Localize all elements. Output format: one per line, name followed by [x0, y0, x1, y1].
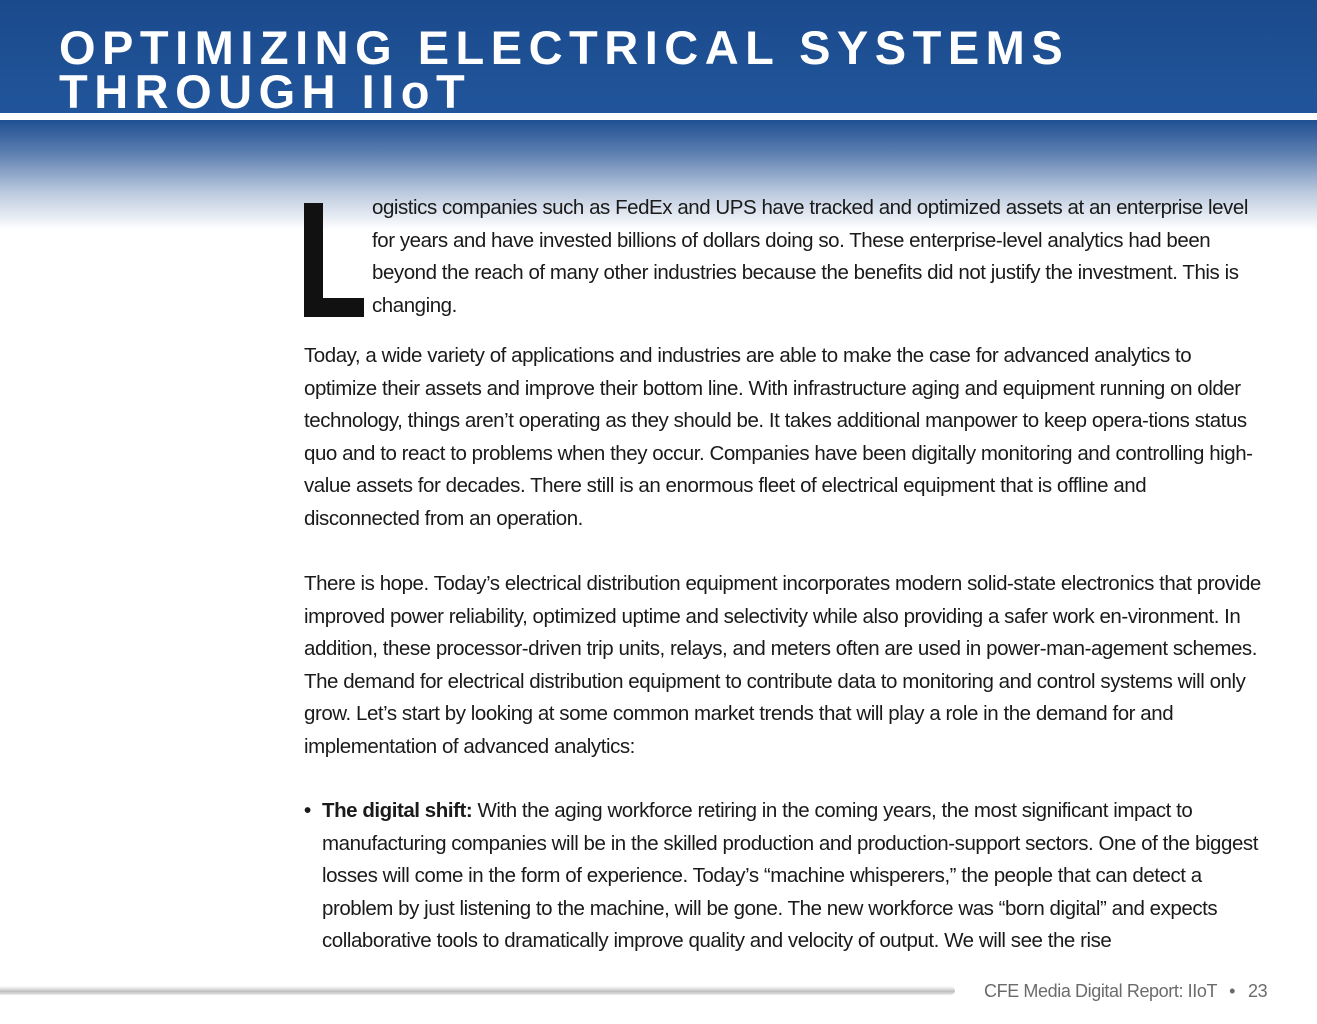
article-body: [304, 192, 1264, 958]
bullet-heading: The digital shift:: [322, 799, 473, 822]
footer-rule: [0, 986, 955, 995]
body-paragraph-1: Today, a wide variety of applications and industries are able to make the case for advanced analytics to optimize their assets and improve their bottom line. With infrastructure aging and equipment running on older technology, things aren’t operating as they should be. It takes additional manpower to keep opera-tions status quo and to react to problems when they occur. Companies have been digitally monitoring and controlling high-value assets for decades. There still is an enormous fleet of electrical equipment that is offline and disconnected from an operation.: [304, 344, 1253, 530]
header-band: [0, 0, 1317, 113]
drop-cap-foot: [304, 298, 364, 317]
bullet-marker: •: [304, 799, 311, 822]
lead-paragraph: [304, 192, 1264, 322]
footer-publication: CFE Media Digital Report: IIoT: [984, 981, 1218, 1001]
bullet-text: With the aging workforce retiring in the coming years, the most significant impact to manufacturing companies will be in the skilled production and production-support sectors. One of the biggest losses will come in the form of experience. Today’s “machine whisperers,” the people that can detect a problem by just listening to the machine, will be gone. The new workforce was “born digital” and expects collaborative tools to dramatically improve quality and velocity of output. We will see the rise: [322, 799, 1258, 952]
page-title: [59, 21, 1070, 113]
page-title-line-2: THROUGH IIoT: [59, 65, 472, 113]
footer-separator: •: [1229, 981, 1235, 1001]
header-divider: [0, 113, 1317, 120]
page-title-line-1: OPTIMIZING ELECTRICAL SYSTEMS: [59, 21, 1070, 74]
drop-cap-letter: [304, 197, 364, 317]
body-paragraph-2: There is hope. Today’s electrical distribution equipment incorporates modern solid-state electronics that provide improved power reliability, optimized uptime and selectivity while also providing a safer work en-vironment. In addition, these processor-driven trip units, relays, and meters often are used in power-man-agement schemes. The demand for electrical distribution equipment to contribute data to monitoring and control systems will only grow. Let’s start by looking at some common market trends that will play a role in the demand for and implementation of advanced analytics:: [304, 572, 1261, 758]
bullet-item-digital-shift: [304, 795, 1264, 958]
page-footer: [984, 979, 1267, 1003]
page-number: 23: [1248, 981, 1268, 1001]
lead-text: ogistics companies such as FedEx and UPS have tracked and optimized assets at an enterprise level for years and have invested billions of dollars doing so. These enterprise-level analytics had been beyond the reach of many other industries because the benefits did not justify the investment. This is changing.: [372, 196, 1248, 317]
